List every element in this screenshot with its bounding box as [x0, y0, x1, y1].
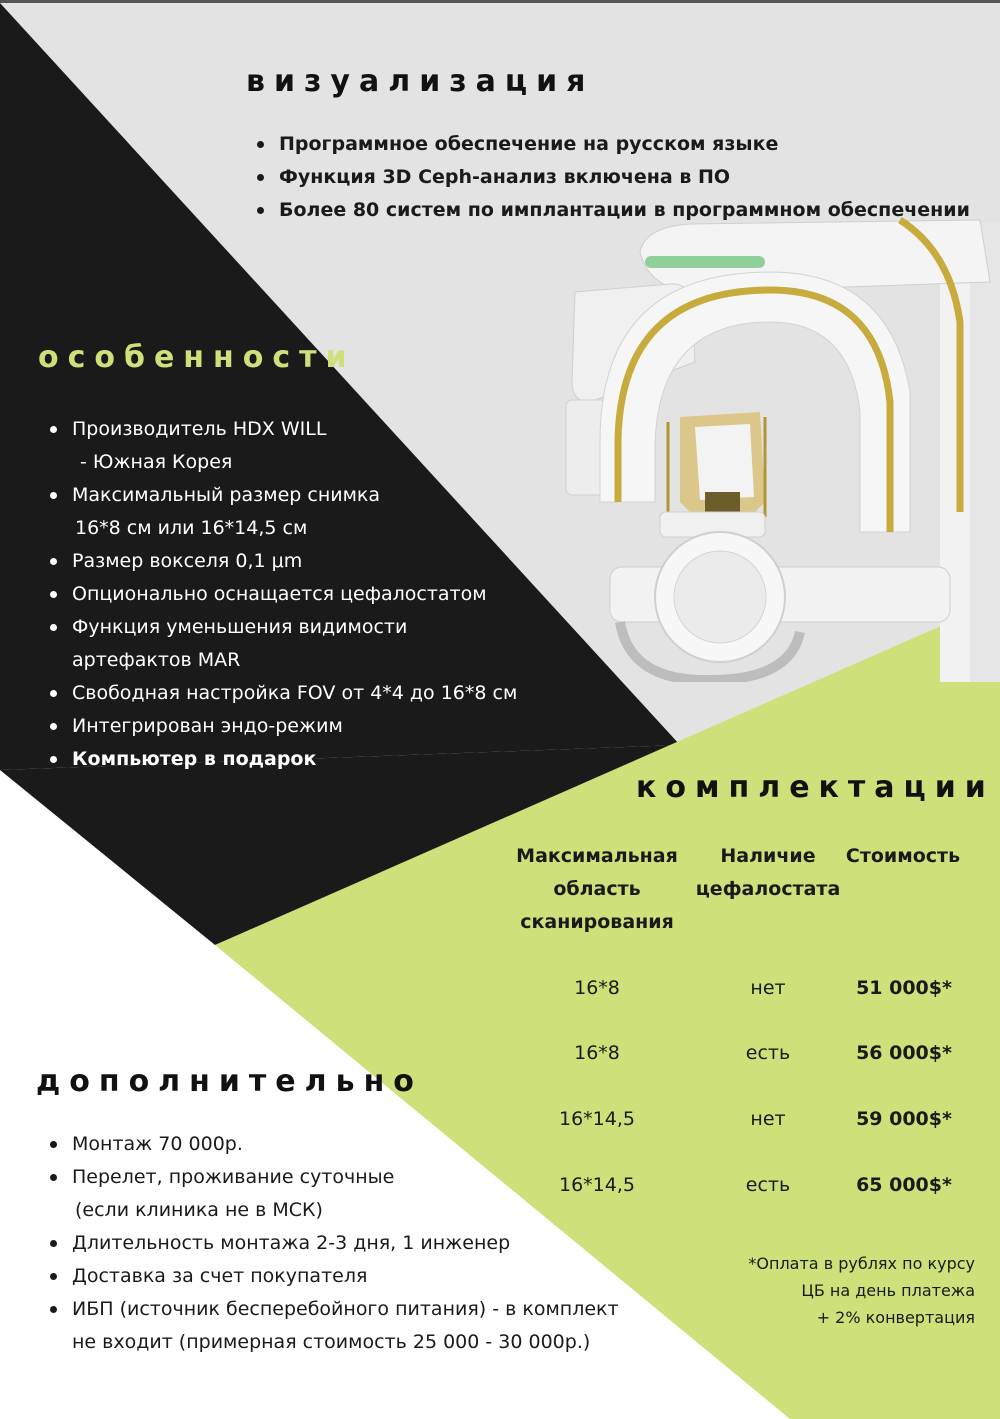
list-item: Доставка за счет покупателя [38, 1260, 619, 1293]
head-support-opening [695, 424, 754, 500]
list-item-line: (если клиника не в МСК) [75, 1199, 323, 1221]
visualization-heading: визуализация [246, 64, 595, 99]
list-item: Интегрирован эндо-режим [38, 710, 517, 743]
header-line: цефалостата [695, 878, 841, 900]
table-cell-area: 16*8 [574, 1042, 620, 1064]
list-item [38, 1161, 619, 1227]
list-item-line: 16*8 см или 16*14,5 см [75, 517, 308, 539]
list-item-line: ИБП (источник бесперебойного питания) - в комплект [72, 1298, 619, 1320]
list-item-line: артефактов MAR [72, 649, 241, 671]
header-line: область [553, 878, 641, 900]
header-line: сканирования [520, 911, 674, 933]
green-indicator-stripe [645, 256, 765, 268]
list-item [38, 1293, 619, 1359]
scanner-column-shade [970, 222, 1000, 682]
list-item: Компьютер в подарок [38, 743, 517, 776]
table-cell-cephalostat: нет [750, 1108, 786, 1130]
table-cell-price: 51 000$* [856, 977, 952, 999]
column-header-cephalostat [692, 840, 844, 906]
list-item [38, 413, 517, 479]
table-cell-cephalostat: нет [750, 977, 786, 999]
list-item-line: Перелет, проживание суточные [72, 1166, 395, 1188]
list-item: Свободная настройка FOV от 4*4 до 16*8 см [38, 677, 517, 710]
rotating-disc-center [674, 551, 766, 643]
visualization-list [245, 128, 970, 227]
table-cell-cephalostat: есть [745, 1174, 791, 1196]
column-header-scan-area [507, 840, 687, 939]
list-item: Программное обеспечение на русском языке [245, 128, 970, 161]
header-line: Максимальная [516, 845, 678, 867]
additional-heading: дополнительно [36, 1064, 423, 1099]
list-item: Монтаж 70 000р. [38, 1128, 619, 1161]
column-header-price [840, 840, 966, 873]
list-item-line: - Южная Корея [80, 451, 233, 473]
list-item-line: Функция уменьшения видимости [72, 616, 408, 638]
cbct-scanner-illustration [560, 212, 1000, 682]
payment-note [700, 1250, 975, 1331]
header-line: Наличие [720, 845, 816, 867]
list-item-line: Максимальный размер снимка [72, 484, 381, 506]
table-cell-area: 16*14,5 [559, 1174, 635, 1196]
list-item: Опционально оснащается цефалостатом [38, 578, 517, 611]
note-line: + 2% конвертация [816, 1308, 975, 1327]
table-cell-price: 59 000$* [856, 1108, 952, 1130]
list-item: Более 80 систем по имплантации в программном обеспечении [245, 194, 970, 227]
list-item-line: Производитель HDX WILL [72, 418, 327, 440]
header-line: Стоимость [845, 845, 961, 867]
table-cell-price: 56 000$* [856, 1042, 952, 1064]
features-heading: особенности [38, 340, 356, 375]
features-list [38, 413, 517, 776]
list-item: Длительность монтажа 2-3 дня, 1 инженер [38, 1227, 619, 1260]
table-cell-area: 16*8 [574, 977, 620, 999]
note-line: *Оплата в рублях по курсу [748, 1254, 975, 1273]
table-cell-area: 16*14,5 [559, 1108, 635, 1130]
list-item: Размер вокселя 0,1 μm [38, 545, 517, 578]
table-cell-cephalostat: есть [745, 1042, 791, 1064]
additional-list [38, 1128, 619, 1359]
top-border-line [0, 0, 1000, 3]
table-cell-price: 65 000$* [856, 1174, 952, 1196]
list-item-line: не входит (примерная стоимость 25 000 - 30 000р.) [72, 1331, 591, 1353]
note-line: ЦБ на день платежа [801, 1281, 975, 1300]
configurations-heading: комплектации [636, 770, 995, 805]
list-item: Функция 3D Ceph-анализ включена в ПО [245, 161, 970, 194]
list-item [38, 611, 517, 677]
list-item [38, 479, 517, 545]
